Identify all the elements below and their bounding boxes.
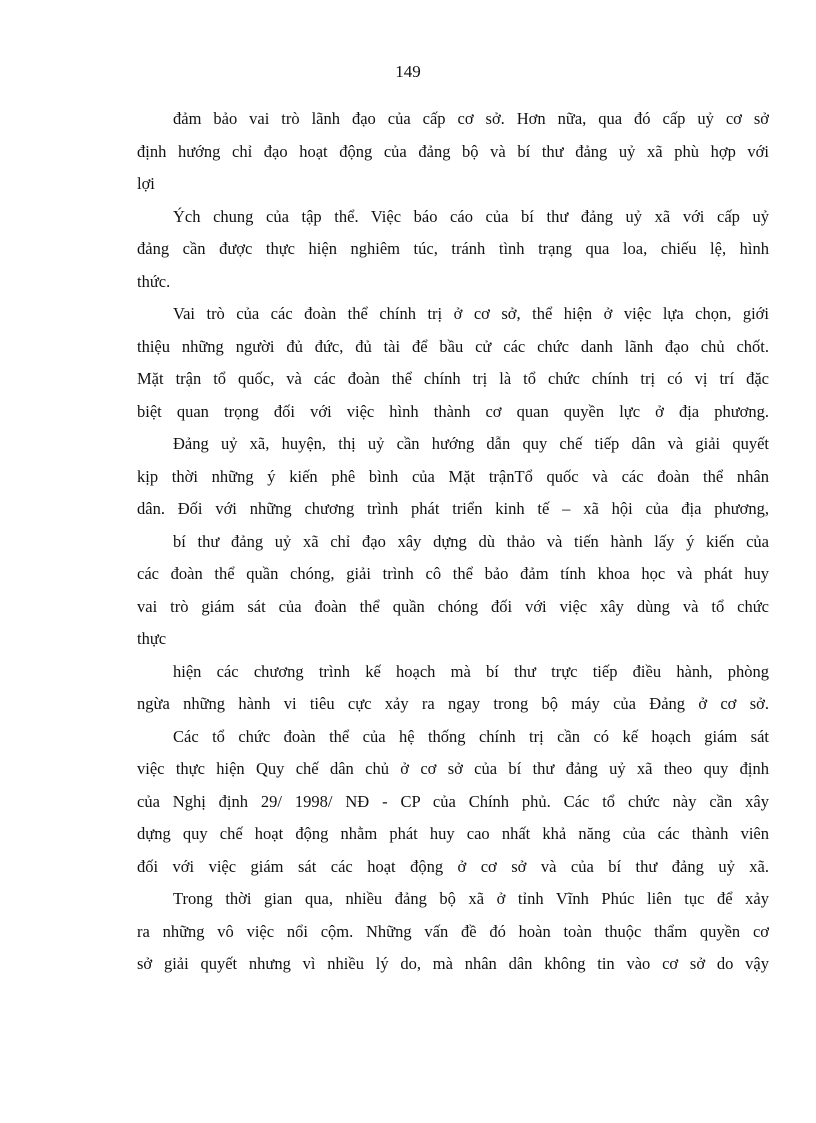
text-line: việc thực hiện Quy chế dân chủ ở cơ sở của bí thư đảng uỷ xã theo quy định (137, 759, 769, 778)
text-line: Đảng uỷ xã, huyện, thị uỷ cần hướng dẫn quy chế tiếp dân và giải quyết (173, 434, 769, 453)
text-line: dân. Đối với những chương trình phát triển kinh tế – xã hội của địa phương, (137, 499, 769, 518)
text-line: ra những vô việc nổi cộm. Những vấn đề đó hoàn toàn thuộc thẩm quyền cơ (137, 921, 769, 941)
text-line: Các tổ chức đoàn thể của hệ thống chính trị cần có kế hoạch giám sát (173, 726, 769, 746)
text-line: Trong thời gian qua, nhiều đảng bộ xã ở tỉnh Vĩnh Phúc liên tục để xảy (173, 889, 769, 908)
text-line: đảng cần được thực hiện nghiêm túc, tránh tình trạng qua loa, chiếu lệ, hình (137, 239, 769, 258)
text-line: của Nghị định 29/ 1998/ NĐ - CP của Chính phủ. Các tổ chức này cần xây (137, 791, 769, 811)
text-line: biệt quan trọng đối với việc hình thành cơ quan quyền lực ở địa phương. (137, 401, 769, 421)
text-line: Ých chung của tập thể. Việc báo cáo của bí thư đảng uỷ xã với cấp uỷ (173, 206, 769, 226)
page-number: 149 (395, 62, 421, 81)
text-line: các đoàn thể quần chóng, giải trình cô thể bảo đảm tính khoa học và phát huy (137, 564, 769, 583)
text-line: đối với việc giám sát các hoạt động ở cơ sở và của bí thư đảng uỷ xã. (137, 856, 769, 876)
text-line: vai trò giám sát của đoàn thể quần chóng đối với việc xây dùng và tổ chức (137, 596, 769, 616)
text-line: Mặt trận tổ quốc, và các đoàn thể chính trị là tổ chức chính trị có vị trí đặc (137, 369, 769, 388)
text-line: định hướng chỉ đạo hoạt động của đảng bộ và bí thư đảng uỷ xã phù hợp với (137, 141, 769, 161)
text-line: ngừa những hành vi tiêu cực xảy ra ngay trong bộ máy của Đảng ở cơ sở. (137, 694, 769, 713)
text-line: dựng quy chế hoạt động nhằm phát huy cao nhất khả năng của các thành viên (137, 824, 769, 843)
text-line: lợi (137, 174, 155, 193)
text-line: đảm bảo vai trò lãnh đạo của cấp cơ sở. Hơn nữa, qua đó cấp uỷ cơ sở (173, 109, 769, 128)
text-line: kịp thời những ý kiến phê bình của Mặt trậnTổ quốc và các đoàn thể nhân (137, 466, 769, 486)
text-line: thức. (137, 271, 171, 291)
text-line: thiệu những người đủ đức, đủ tài để bầu cử các chức danh lãnh đạo chủ chốt. (137, 336, 769, 356)
text-line: sở giải quyết nhưng vì nhiều lý do, mà nhân dân không tin vào cơ sở do vậy (137, 954, 769, 973)
text-line: hiện các chương trình kế hoạch mà bí thư trực tiếp điều hành, phòng (173, 661, 769, 681)
text-line: bí thư đảng uỷ xã chỉ đạo xây dựng dù thảo và tiến hành lấy ý kiến của (173, 531, 769, 551)
body-text (137, 103, 769, 981)
text-line: thực (137, 629, 167, 648)
text-line: Vai trò của các đoàn thể chính trị ở cơ sở, thể hiện ở việc lựa chọn, giới (173, 304, 769, 323)
